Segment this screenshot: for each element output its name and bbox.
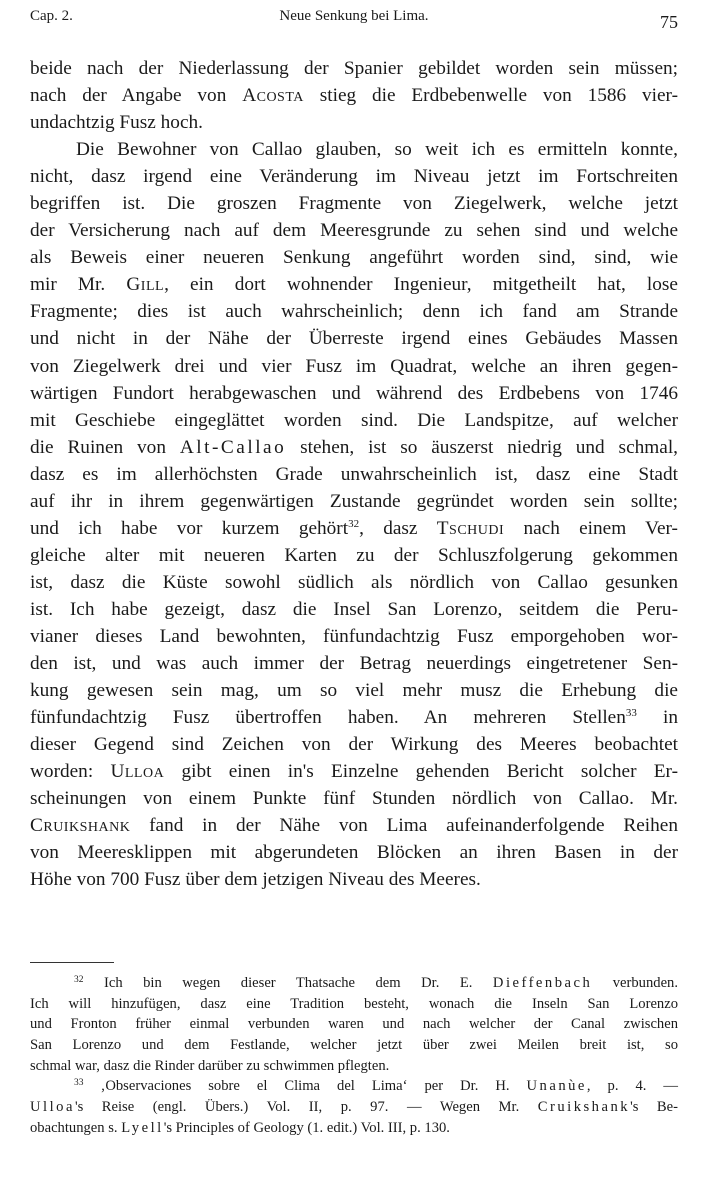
spaced-name: Unanùe [526, 1078, 587, 1095]
footnote-line: $^{33}$ ‚Observaciones sobre el Clima del Lima‘ per Dr. H. Unanùe, p. 4. — [74, 1078, 679, 1095]
page-number: 75 [660, 12, 678, 32]
footnotes [30, 973, 678, 1139]
text-line: Höhe von 700 Fusz über dem jetzigen Niveau des Meeres. [30, 869, 481, 891]
text-line: mit Geschiebe eingeglättet worden sind. Die Landspitze, auf welcher [30, 409, 678, 431]
text-line: ist, dasz die Küste sowohl südlich als nördlich von Callao gesunken [30, 571, 678, 593]
text-line: Cruikshank fand in der Nähe von Lima aufeinanderfolgende Reihen [30, 815, 678, 837]
text-line: von Ziegelwerk drei und vier Fusz im Quadrat, welche an ihren gegen- [30, 355, 678, 377]
text-line: gleiche alter mit neueren Karten zu der Schluszfolgerung gekommen [30, 544, 678, 566]
text-line: dasz es im allerhöchsten Grade unwahrscheinlich ist, dasz eine Stadt [30, 463, 678, 485]
running-title: Neue Senkung bei Lima. [279, 8, 429, 24]
text-line: von Meeresklippen mit abgerundeten Blöcken an ihren Basen in der [30, 842, 678, 864]
main-text [30, 55, 678, 893]
text-line: scheinungen von einem Punkte fünf Stunden nördlich von Callao. Mr. [30, 788, 678, 810]
author-name: Tschudi [436, 517, 505, 539]
text-line: auf ihr in ihrem gegenwärtigen Zustande gegründet worden sein sollte; [30, 490, 678, 512]
author-name: Ulloa [110, 761, 165, 783]
text-line: nach der Angabe von Acosta stieg die Erdbebenwelle von 1586 vier- [30, 85, 678, 107]
author-name: Cruikshank [30, 815, 131, 837]
text-line: wärtigen Fundort herabgewaschen und während des Erdbebens von 1746 [30, 382, 678, 404]
footnote-ref: 32 [348, 517, 360, 530]
footnote-divider [30, 962, 114, 963]
footnote-line: $^{32}$ Ich bin wegen dieser Thatsache dem Dr. E. Dieffenbach verbunden. [74, 975, 678, 991]
footnote-line: Ich will hinzufügen, dasz eine Tradition besteht, wonach die Inseln San Lorenzo [30, 995, 678, 1012]
text-line: fünfundachtzig Fusz übertroffen haben. An mehreren Stellen$^{33}$ in [30, 707, 678, 729]
spaced-name: Lyell [121, 1119, 164, 1136]
text-line: begriffen ist. Die groszen Fragmente von Ziegelwerk, welche jetzt [30, 193, 678, 215]
footnote-number: 33 [74, 1078, 84, 1089]
text-line: mir Mr. Gill, ein dort wohnender Ingenieur, mitgetheilt hat, lose [30, 274, 678, 296]
author-name: Gill [126, 274, 165, 296]
footnote-line: und Fronton früher einmal verbunden waren und nach welcher der Canal zwischen [30, 1016, 678, 1033]
text-line: kung gewesen sein mag, um so viel mehr musz die Erhebung die [30, 680, 678, 702]
text-line: und ich habe vor kurzem gehört$^{32}$, dasz Tschudi nach einem Ver- [30, 517, 678, 539]
spaced-place-name: Alt-Callao [179, 436, 287, 458]
author-name: Acosta [242, 85, 304, 107]
text-line: Fragmente; dies ist auch wahrscheinlich; denn ich fand am Strande [30, 301, 678, 323]
text-line: und nicht in der Nähe der Überreste irgend eines Gebäudes Massen [30, 328, 678, 350]
spaced-name: Ulloa [30, 1099, 75, 1116]
footnote-line: obachtungen s. Lyell's Principles of Geology (1. edit.) Vol. III, p. 130. [30, 1119, 450, 1136]
footnote-line: Ulloa's Reise (engl. Übers.) Vol. II, p. 97. — Wegen Mr. Cruikshank's Be- [30, 1099, 678, 1116]
footnote-number: 32 [74, 975, 84, 985]
spaced-name: Cruikshank [537, 1099, 631, 1116]
text-line: vianer dieses Land bewohnten, fünfundachtzig Fusz emporgehoben wor- [30, 625, 678, 647]
spaced-name: Dieffenbach [492, 975, 593, 991]
text-line: als Beweis einer neueren Senkung angeführt worden sind, sind, wie [30, 247, 678, 269]
running-header [30, 8, 678, 36]
text-line: der Versicherung nach auf dem Meeresgrunde zu sehen sind und welche [30, 220, 678, 242]
chapter-label: Cap. 2. [30, 8, 73, 24]
text-line: ist. Ich habe gezeigt, dasz die Insel San Lorenzo, seitdem die Peru- [30, 598, 678, 620]
text-line: Die Bewohner von Callao glauben, so weit ich es ermitteln konnte, [76, 139, 678, 161]
text-line: den ist, und was auch immer der Betrag neuerdings eingetretener Sen- [30, 653, 678, 675]
text-line: worden: Ulloa gibt einen in's Einzelne gehenden Bericht solcher Er- [30, 761, 678, 783]
text-line: die Ruinen von Alt-Callao stehen, ist so äuszerst niedrig und schmal, [30, 436, 678, 458]
text-line: dieser Gegend sind Zeichen von der Wirkung des Meeres beobachtet [30, 734, 678, 756]
footnote-line: San Lorenzo und dem Festlande, welcher jetzt über zwei Meilen breit ist, so [30, 1037, 678, 1054]
text-line: beide nach der Niederlassung der Spanier gebildet worden sein müssen; [30, 58, 678, 79]
text-line: nicht, dasz irgend eine Veränderung im Niveau jetzt im Fortschreiten [30, 166, 678, 188]
footnote-line: schmal war, dasz die Rinder darüber zu schwimmen pflegten. [30, 1057, 390, 1074]
footnote-ref: 33 [625, 707, 637, 720]
text-line: undachtzig Fusz hoch. [30, 112, 203, 134]
